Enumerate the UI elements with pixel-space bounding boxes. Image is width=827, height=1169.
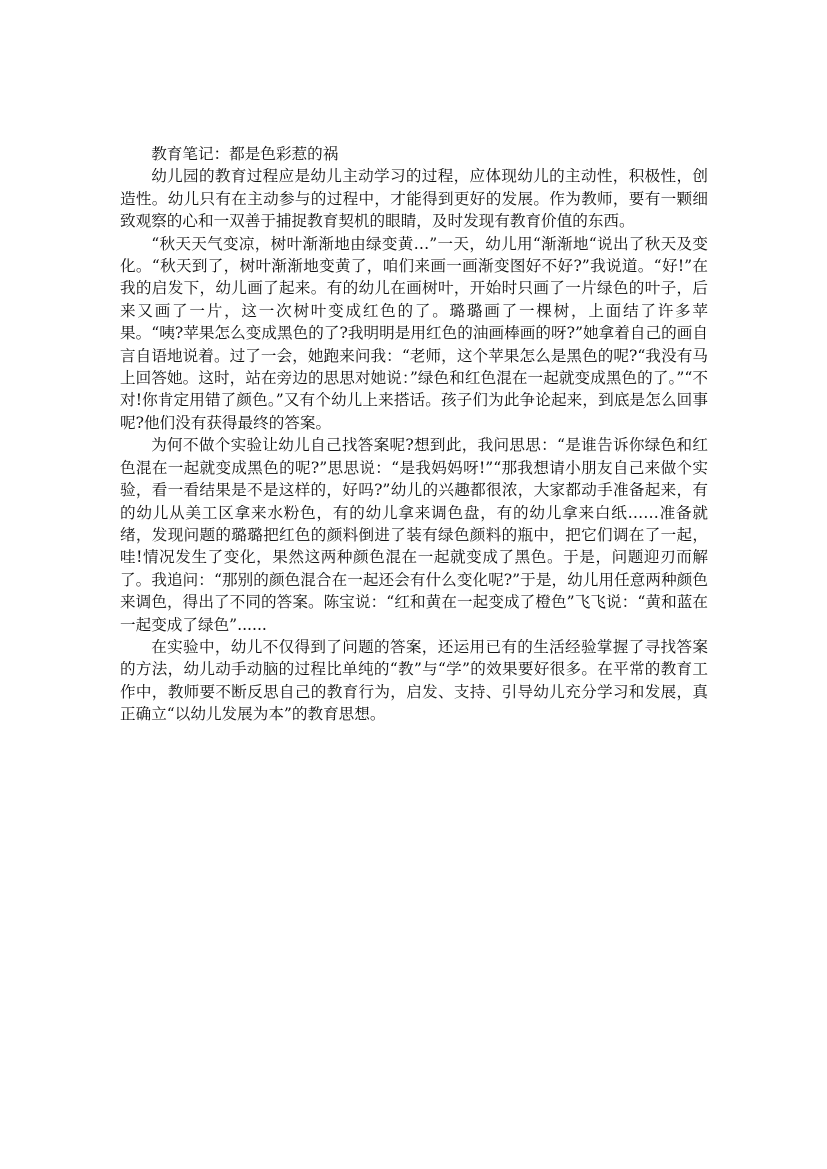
document-body xyxy=(120,143,708,726)
document-title: 教育笔记：都是色彩惹的祸 xyxy=(151,145,339,163)
paragraph-reflection: 在实验中，幼儿不仅得到了问题的答案，还运用已有的生活经验掌握了寻找答案的方法，幼儿动手动脑的过程比单纯的“教”与“学”的效果要好很多。在平常的教育工作中，教师要不断反思自己的教育行为，启发、支持、引导幼儿充分学习和发展，真正确立“以幼儿发展为本”的教育思想。 xyxy=(120,637,708,724)
paragraph-experiment: 为何不做个实验让幼儿自己找答案呢?想到此，我问思思：“是谁告诉你绿色和红色混在一起就变成黑色的呢?”思思说：“是我妈妈呀!”“那我想请小朋友自己来做个实验，看一看结果是不是这样的，好吗?”幼儿的兴趣都很浓，大家都动手准备起来，有的幼儿从美工区拿来水粉色，有的幼儿拿来调色盘，有的幼儿拿来白纸……准备就绪，发现问题的璐璐把红色的颜料倒进了装有绿色颜料的瓶中，把它们调在了一起，哇!情况发生了变化，果然这两种颜色混在一起就变成了黑色。于是，问题迎刃而解了。我追问：“那别的颜色混合在一起还会有什么变化呢?”于是，幼儿用任意两种颜色来调色，得出了不同的答案。陈宝说：“红和黄在一起变成了橙色”飞飞说：“黄和蓝在一起变成了绿色”...... xyxy=(120,436,708,634)
paragraph-story: “秋天天气变凉，树叶渐渐地由绿变黄…”一天，幼儿用“渐渐地“说出了秋天及变化。“秋天到了，树叶渐渐地变黄了，咱们来画一画渐变图好不好?”我说道。“好!”在我的启发下，幼儿画了起来。有的幼儿在画树叶，开始时只画了一片绿色的叶子，后来又画了一片，这一次树叶变成红色的了。璐璐画了一棵树，上面结了许多苹果。“咦?苹果怎么变成黑色的了?我明明是用红色的油画棒画的呀?”她拿着自己的画自言自语地说着。过了一会，她跑来问我：“老师，这个苹果怎么是黑色的呢?“我没有马上回答她。这时，站在旁边的思思对她说：”绿色和红色混在一起就变成黑色的了。”“不对!你肯定用错了颜色。”又有个幼儿上来搭话。孩子们为此争论起来，到底是怎么回事呢?他们没有获得最终的答案。 xyxy=(120,234,708,432)
paragraph-intro: 幼儿园的教育过程应是幼儿主动学习的过程，应体现幼儿的主动性，积极性，创造性。幼儿只有在主动参与的过程中，才能得到更好的发展。作为教师，要有一颗细致观察的心和一双善于捕捉教育契机的眼睛，及时发现有教育价值的东西。 xyxy=(120,167,708,231)
